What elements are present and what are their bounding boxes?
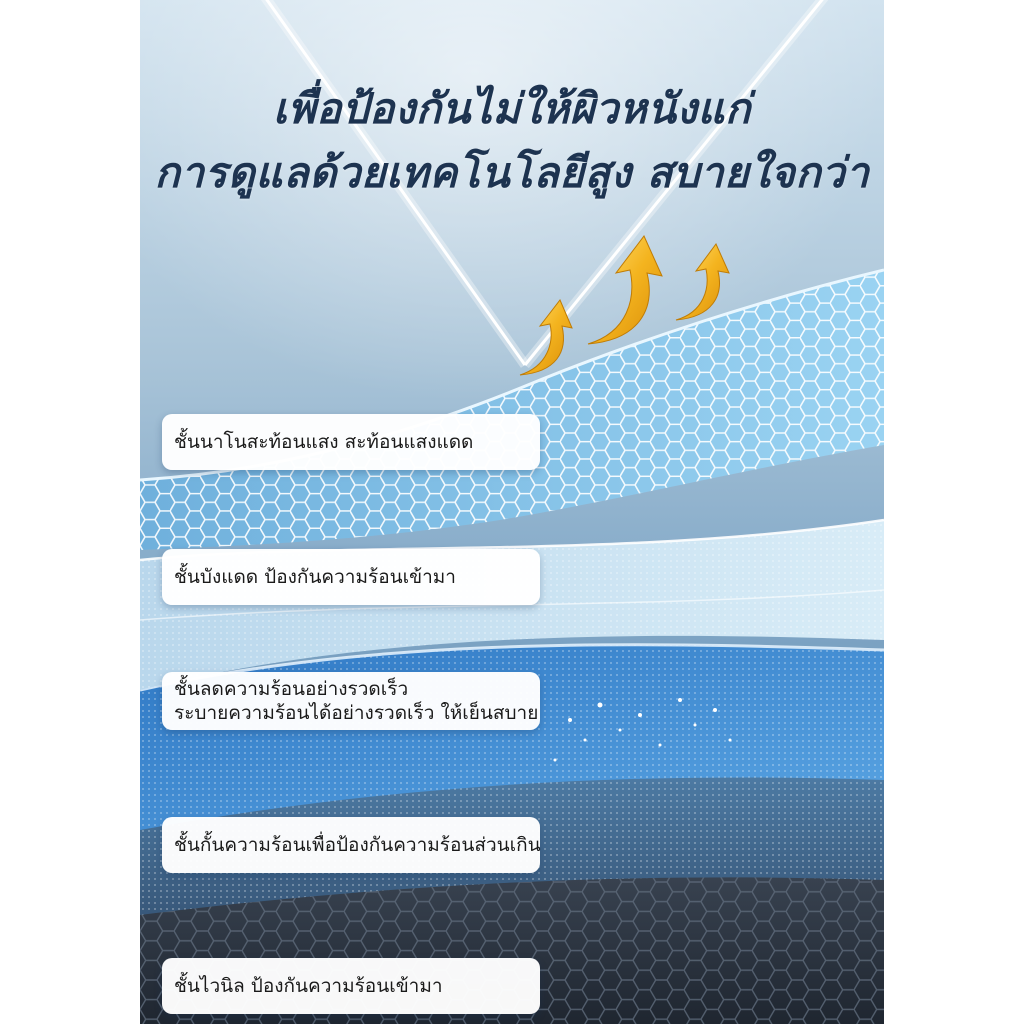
layer-label-text: ชั้นลดความร้อนอย่างรวดเร็ว bbox=[174, 678, 409, 700]
layer-label-nano-reflective bbox=[162, 414, 540, 470]
layer-label-text: ชั้นไวนิล ป้องกันความร้อนเข้ามา bbox=[174, 975, 443, 997]
layer-label-text: ระบายความร้อนได้อย่างรวดเร็ว ให้เย็นสบาย bbox=[174, 702, 539, 724]
headline-line-1: เพื่อป้องกันไม่ให้ผิวหนังแก่ bbox=[273, 84, 751, 133]
product-banner bbox=[140, 0, 884, 1024]
layer-label-quick-cooling bbox=[162, 672, 540, 730]
headline-line-2: การดูแลด้วยเทคโนโลยีสูง สบายใจกว่า bbox=[154, 148, 870, 197]
layer-label-sunshade bbox=[162, 549, 540, 605]
layer-label-heat-barrier bbox=[162, 817, 540, 873]
layer-label-vinyl bbox=[162, 958, 540, 1014]
layer-label-text: ชั้นบังแดด ป้องกันความร้อนเข้ามา bbox=[174, 566, 456, 588]
layer-label-text: ชั้นกั้นความร้อนเพื่อป้องกันความร้อนส่วนเกิน bbox=[174, 834, 541, 856]
layer-label-text: ชั้นนาโนสะท้อนแสง สะท้อนแสงแดด bbox=[174, 431, 474, 453]
